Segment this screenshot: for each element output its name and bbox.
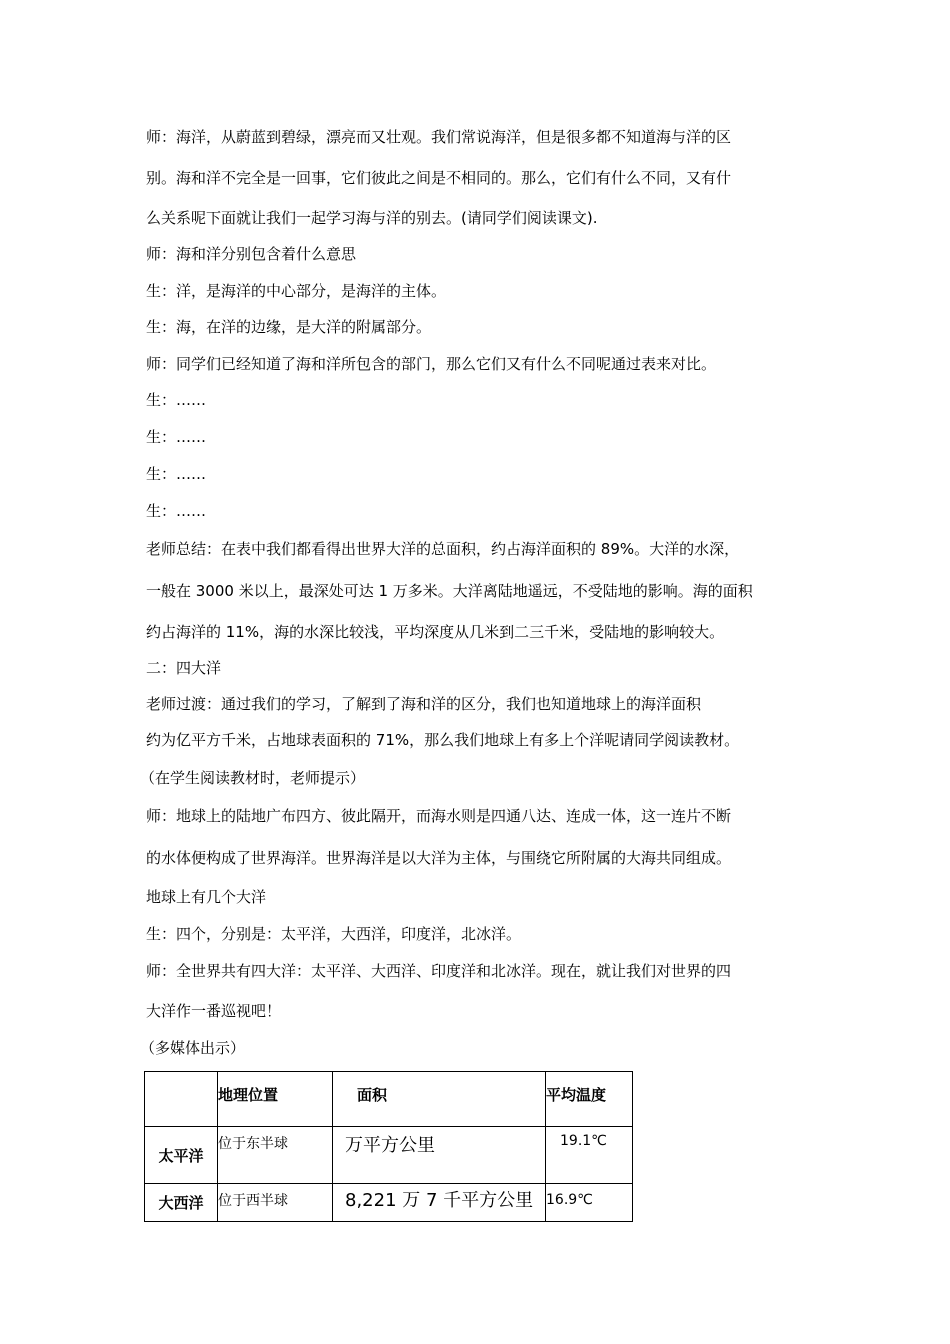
paragraph-line: 么关系呢下面就让我们一起学习海与洋的别去。(请同学们阅读课文). — [146, 209, 598, 227]
section-heading: 二：四大洋 — [146, 659, 222, 677]
paragraph-line: 约为亿平方千米，占地球表面积的 71%，那么我们地球上有多上个洋呢请同学阅读教材。 — [146, 731, 740, 749]
paragraph-line: 师：海洋，从蔚蓝到碧绿，漂亮而又壮观。我们常说海洋，但是很多都不知道海与洋的区 — [146, 128, 732, 146]
ocean-area: 万平方公里 — [333, 1127, 546, 1184]
paragraph-line: （在学生阅读教材时，老师提示） — [140, 769, 366, 787]
ocean-area: 8,221 万 7 千平方公里 — [333, 1184, 546, 1222]
table-row — [145, 1184, 633, 1222]
paragraph-line: 生：…… — [146, 428, 207, 446]
ocean-location: 位于东半球 — [218, 1127, 333, 1184]
paragraph-line: （多媒体出示） — [140, 1039, 246, 1057]
ocean-name: 太平洋 — [145, 1127, 218, 1184]
ocean-table — [144, 1071, 633, 1222]
paragraph-line: 老师过渡：通过我们的学习，了解到了海和洋的区分，我们也知道地球上的海洋面积 — [146, 695, 702, 713]
paragraph-line: 一般在 3000 米以上，最深处可达 1 万多米。大洋离陆地遥远，不受陆地的影响。海的面积 — [146, 582, 753, 600]
table-row — [145, 1127, 633, 1184]
paragraph-line: 的水体便构成了世界海洋。世界海洋是以大洋为主体，与围绕它所附属的大海共同组成。 — [146, 849, 732, 867]
paragraph-line: 生：四个，分别是：太平洋，大西洋，印度洋，北冰洋。 — [146, 925, 522, 943]
paragraph-line: 生：…… — [146, 465, 207, 483]
paragraph-line: 生：洋，是海洋的中心部分，是海洋的主体。 — [146, 282, 447, 300]
paragraph-line: 生：海，在洋的边缘，是大洋的附属部分。 — [146, 318, 432, 336]
table-header-cell — [145, 1072, 218, 1127]
table-header-cell: 平均温度 — [546, 1072, 633, 1127]
ocean-location: 位于西半球 — [218, 1184, 333, 1222]
table-header-row — [145, 1072, 633, 1127]
paragraph-line: 师：全世界共有四大洋：太平洋、大西洋、印度洋和北冰洋。现在，就让我们对世界的四 — [146, 962, 732, 980]
paragraph-line: 师：海和洋分别包含着什么意思 — [146, 245, 357, 263]
paragraph-line: 师：地球上的陆地广布四方、彼此隔开，而海水则是四通八达、连成一体，这一连片不断 — [146, 807, 732, 825]
paragraph-line: 生：…… — [146, 391, 207, 409]
paragraph-line: 地球上有几个大洋 — [146, 888, 267, 906]
paragraph-line: 约占海洋的 11%，海的水深比较浅，平均深度从几米到二三千米，受陆地的影响较大。 — [146, 623, 725, 641]
table-header-cell: 地理位置 — [218, 1072, 333, 1127]
ocean-temperature: 16.9℃ — [546, 1184, 633, 1222]
paragraph-line: 别。海和洋不完全是一回事，它们彼此之间是不相同的。那么，它们有什么不同，又有什 — [146, 169, 732, 187]
ocean-name: 大西洋 — [145, 1184, 218, 1222]
table-header-cell: 面积 — [333, 1072, 546, 1127]
paragraph-line: 生：…… — [146, 502, 207, 520]
paragraph-line: 大洋作一番巡视吧！ — [146, 1002, 282, 1020]
ocean-temperature: 19.1℃ — [546, 1127, 633, 1184]
paragraph-line: 师：同学们已经知道了海和洋所包含的部门，那么它们又有什么不同呢通过表来对比。 — [146, 355, 717, 373]
paragraph-line: 老师总结：在表中我们都看得出世界大洋的总面积，约占海洋面积的 89%。大洋的水深， — [146, 540, 740, 558]
